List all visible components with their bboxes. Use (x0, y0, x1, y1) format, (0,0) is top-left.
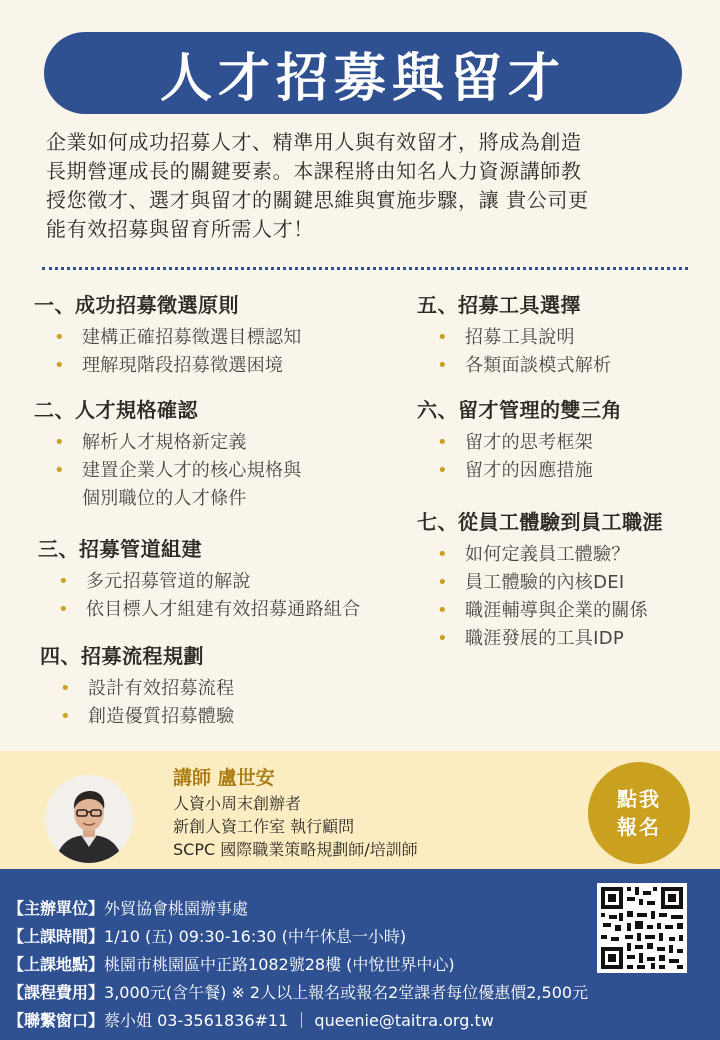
bullet-icon: • (437, 460, 448, 481)
section-7 (417, 509, 717, 653)
bullet-icon: • (58, 571, 69, 592)
info-row-time: 【上課時間】1/10 (五) 09:30-16:30 (中午休息一小時) (8, 927, 407, 946)
bullet-icon: • (54, 432, 65, 453)
section-heading: 二、人才規格確認 (34, 398, 198, 422)
bullet-icon: • (437, 327, 448, 348)
section-4 (40, 643, 420, 731)
section-heading: 六、留才管理的雙三角 (417, 398, 622, 422)
speaker-portrait-icon (45, 775, 133, 863)
section-heading: 三、招募管道組建 (38, 537, 202, 561)
bullet-icon: • (437, 628, 448, 649)
intro-paragraph (46, 128, 686, 244)
section-2 (34, 397, 414, 513)
list-item: • 員工體驗的內核DEI (417, 569, 717, 597)
list-item: • 招募工具說明 (417, 324, 717, 352)
section-6 (417, 397, 717, 485)
section-heading: 五、招募工具選擇 (417, 293, 581, 317)
speaker-credential: 人資小周末創辦者 (173, 794, 302, 813)
bullet-icon: • (437, 432, 448, 453)
list-item: • 解析人才規格新定義 (34, 429, 414, 457)
bullet-icon: • (437, 600, 448, 621)
list-item: • 建置企業人才的核心規格與 個別職位的人才條件 (34, 457, 414, 513)
register-label: 點我 (617, 787, 661, 811)
list-item: • 留才的思考框架 (417, 429, 717, 457)
bullet-icon: • (60, 678, 71, 699)
section-heading: 四、招募流程規劃 (40, 644, 204, 668)
list-item: • 職涯輔導與企業的關係 (417, 597, 717, 625)
list-item: • 理解現階段招募徵選困境 (34, 352, 414, 380)
list-item: • 依目標人才組建有效招募通路組合 (38, 596, 418, 624)
bullet-icon: • (54, 460, 65, 481)
register-button[interactable] (588, 762, 690, 864)
section-heading: 一、成功招募徵選原則 (34, 293, 239, 317)
list-item: • 職涯發展的工具IDP (417, 625, 717, 653)
dotted-divider (42, 267, 688, 270)
info-row-organizer: 【主辦單位】外貿協會桃園辦事處 (8, 899, 249, 918)
speaker-credential: 新創人資工作室 執行顧問 (173, 817, 355, 836)
list-item: • 創造優質招募體驗 (40, 703, 420, 731)
info-row-fee: 【課程費用】3,000元(含午餐) ※ 2人以上報名或報名2堂課者每位優惠價2,500元 (8, 983, 589, 1002)
bullet-icon: • (54, 355, 65, 376)
bullet-icon: • (437, 544, 448, 565)
section-heading: 七、從員工體驗到員工職涯 (417, 510, 663, 534)
speaker-info (173, 766, 418, 861)
info-row-location: 【上課地點】桃園市桃園區中正路1082號28樓 (中悅世界中心) (8, 955, 455, 974)
page-title: 人才招募與留才 (159, 48, 566, 109)
intro-line: 企業如何成功招募人才、精準用人與有效留才，將成為創造 (46, 130, 582, 154)
title-banner (44, 32, 682, 114)
speaker-name: 講師 盧世安 (173, 767, 275, 789)
bullet-icon: • (58, 599, 69, 620)
bullet-icon: • (60, 706, 71, 727)
info-row-contact: 【聯繫窗口】蔡小姐 03-3561836#11 ｜ queenie@taitra.org.tw (8, 1011, 494, 1030)
avatar (45, 775, 133, 863)
section-5 (417, 292, 717, 380)
list-item: • 如何定義員工體驗？ (417, 541, 717, 569)
list-item: • 留才的因應措施 (417, 457, 717, 485)
qr-code-icon[interactable] (597, 883, 687, 973)
intro-line: 長期營運成長的關鍵要素。本課程將由知名人力資源講師教 (46, 159, 582, 183)
list-item: • 多元招募管道的解說 (38, 568, 418, 596)
bullet-icon: • (54, 327, 65, 348)
register-label: 報名 (617, 815, 661, 839)
intro-line: 授您徵才、選才與留才的關鍵思維與實施步驟，讓 貴公司更 (46, 188, 589, 212)
section-3 (38, 536, 418, 624)
list-item: • 建構正確招募徵選目標認知 (34, 324, 414, 352)
bullet-icon: • (437, 355, 448, 376)
intro-line: 能有效招募與留育所需人才！ (46, 217, 314, 241)
speaker-credential: SCPC 國際職業策略規劃師/培訓師 (173, 840, 418, 859)
bullet-icon: • (437, 572, 448, 593)
list-item: • 各類面談模式解析 (417, 352, 717, 380)
section-1 (34, 292, 414, 380)
list-item: • 設計有效招募流程 (40, 675, 420, 703)
